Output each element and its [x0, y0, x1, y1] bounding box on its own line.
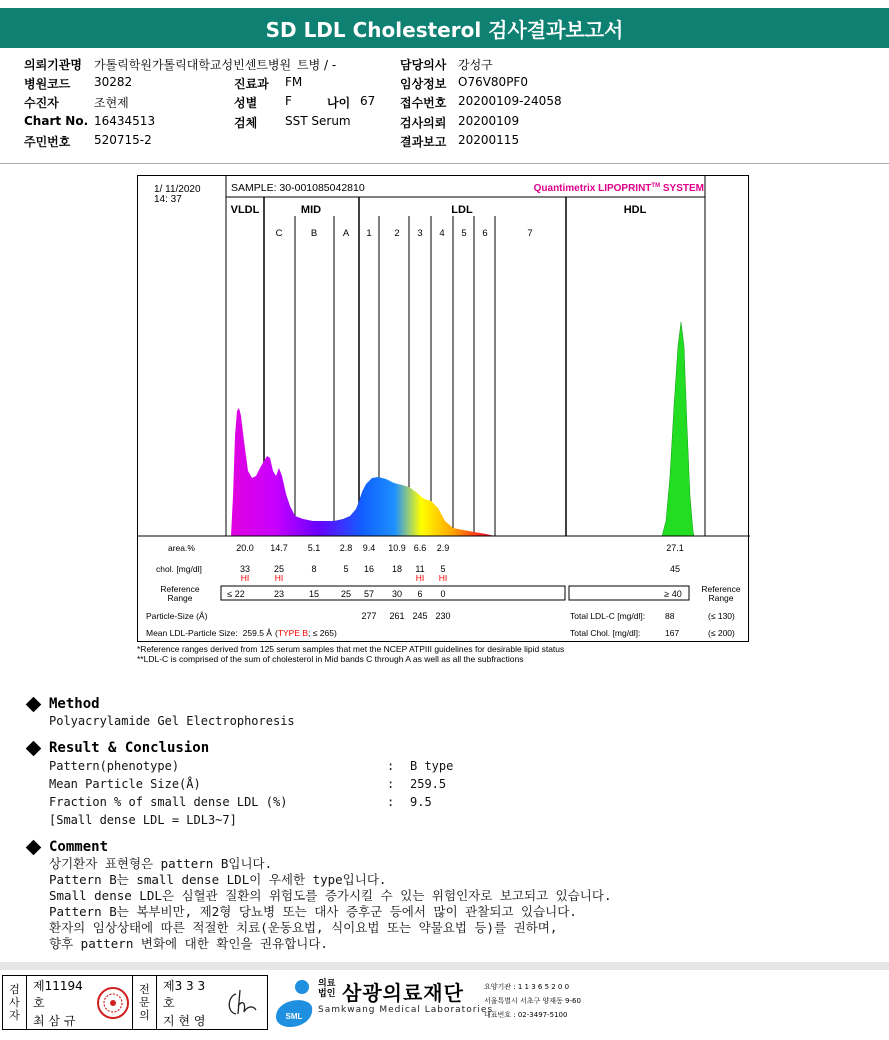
age-label: 나이 [327, 96, 351, 110]
ref-label-line1: Reference [160, 584, 200, 594]
group-hdl: HDL [623, 204, 647, 216]
handwritten-signature-icon [217, 976, 267, 1029]
comment-line: Pattern B는 small dense LDL이 우세한 type입니다. [49, 872, 387, 887]
area-vldl: 20.0 [236, 543, 254, 553]
hi-flag-vldl: HI [240, 573, 250, 583]
comment-line: 상기환자 표현형은 pattern B입니다. [49, 856, 273, 871]
ref-vldl: ≤ 22 [227, 589, 245, 599]
result-row-sdldl-fraction: Fraction % of small dense LDL (%) : 9.5 [49, 795, 432, 809]
ref-c: 23 [273, 589, 285, 599]
specialist-name: 지 현 영 [163, 1013, 206, 1028]
total-chol-ref: (≤ 200) [708, 628, 735, 638]
reported-value: 20200115 [458, 133, 520, 147]
age-value: 67 [360, 94, 376, 108]
comment-line: Small dense LDL은 심혈관 질환의 위험도를 증가시킬 수 있는 위험인자로 보고되고 있습니다. [49, 888, 612, 903]
specialist-label: 전 문 의 [133, 976, 157, 1029]
chol-vldl: 33 [239, 564, 251, 574]
ref-hdl: ≥ 40 [664, 589, 682, 599]
ps-2: 261 [389, 611, 405, 621]
area-2: 10.9 [388, 543, 406, 553]
hi-flag-3: HI [415, 573, 425, 583]
ref-4: 0 [440, 589, 446, 599]
examiner-name: 최 삼 규 [33, 1013, 76, 1028]
ref-2: 30 [391, 589, 403, 599]
lab-prefix: 의료 법인 [318, 979, 336, 999]
area-c: 14.7 [270, 543, 288, 553]
band-1: 1 [366, 228, 372, 239]
chart-value: 16434513 [94, 114, 156, 128]
ref-label-line2: Range [167, 593, 193, 603]
header-divider [0, 163, 889, 164]
chol-4: 5 [440, 564, 446, 574]
hi-flag-4: HI [438, 573, 448, 583]
comment-line: 향후 pattern 변화에 대한 확인을 권유합니다. [49, 936, 328, 951]
total-chol-label: Total Chol. [mg/dl]: [570, 628, 641, 638]
dept-value: FM [285, 75, 303, 89]
lab-name: 삼광의료재단 [342, 981, 464, 1005]
dept-label: 진료과 [234, 77, 269, 91]
lipoprint-profile-curve [231, 408, 495, 536]
specialist-license-no: 제3 3 3 호 [163, 978, 206, 1010]
ps-1: 277 [361, 611, 377, 621]
footnote-reference-ranges: *Reference ranges derived from 125 serum samples that met the NCEP ATPIII guidelines for desirable lipid status [137, 644, 565, 654]
ref-b: 15 [308, 589, 320, 599]
group-mid: MID [300, 204, 322, 216]
total-ldl-value: 88 [665, 611, 675, 621]
sml-logo-text: SML [285, 1012, 303, 1021]
area-3: 6.6 [413, 543, 427, 553]
reported-label: 결과보고 [400, 135, 447, 149]
chol-1: 16 [363, 564, 375, 574]
lipoprint-report [137, 175, 749, 642]
ref-1: 57 [363, 589, 375, 599]
report-title: SD LDL Cholesterol 검사결과보고서 [0, 8, 889, 48]
lipoprint-graph [138, 176, 750, 643]
area-4: 2.9 [436, 543, 450, 553]
chart-label: Chart No. [24, 114, 89, 128]
result-row-pattern: Pattern(phenotype) : B type [49, 759, 454, 773]
band-b: B [310, 228, 318, 239]
result-note: [Small dense LDL = LDL3~7] [49, 813, 237, 827]
accession-value: 20200109-24058 [458, 94, 562, 108]
doctor-label: 담당의사 [400, 58, 447, 72]
total-ldl-ref: (≤ 130) [708, 611, 735, 621]
band-4: 4 [439, 228, 445, 239]
ref-label-right-line1: Reference [701, 584, 741, 594]
patient-info [22, 56, 882, 152]
ward-value: 트병 / - [297, 58, 337, 72]
examiner-label: 검 사 자 [3, 976, 27, 1029]
lab-contact-info: 요양기관 : 1 1 3 6 5 2 0 0 서울특별시 서초구 양재동 9-60 대표번호 : 02-3497-5100 [484, 983, 581, 1019]
ref-3: 6 [417, 589, 423, 599]
footnote-ldl-definition: **LDL-C is comprised of the sum of cholesterol in Mid bands C through A as well as all the subfractions [137, 654, 524, 664]
band-c: C [275, 228, 283, 239]
method-title: Method [49, 696, 100, 712]
particle-size-label: Particle-Size (Å) [146, 611, 208, 621]
band-5: 5 [461, 228, 467, 239]
requested-value: 20200109 [458, 114, 520, 128]
chol-c: 25 [273, 564, 285, 574]
comment-section [26, 839, 611, 952]
accession-label: 접수번호 [400, 96, 447, 110]
lab-english-name: Samkwang Medical Laboratories [318, 1005, 494, 1015]
chol-label: chol. [mg/dl] [156, 564, 202, 574]
total-ldl-label: Total LDL-C [mg/dl]: [570, 611, 646, 621]
ssn-value: 520715-2 [94, 133, 152, 147]
area-1: 9.4 [362, 543, 376, 553]
code-label: 병원코드 [24, 77, 71, 91]
official-seal-icon [93, 976, 133, 1029]
clinical-label: 임상정보 [400, 77, 447, 91]
specimen-label: 검체 [234, 116, 258, 130]
sample-id: SAMPLE: 30-001085042810 [231, 182, 365, 194]
name-value: 조현제 [94, 96, 129, 110]
group-ldl: LDL [451, 204, 473, 216]
sex-label: 성별 [234, 96, 258, 110]
group-vldl: VLDL [230, 204, 260, 216]
ref-label-right-line2: Range [708, 593, 734, 603]
method-section [26, 696, 295, 730]
chol-hdl: 45 [669, 564, 681, 574]
chol-2: 18 [391, 564, 403, 574]
ps-4: 230 [435, 611, 451, 621]
specimen-value: SST Serum [285, 114, 351, 128]
area-b: 5.1 [307, 543, 321, 553]
signature-box [2, 975, 268, 1030]
band-7: 7 [527, 228, 533, 239]
hospital-label: 의뢰기관명 [24, 58, 82, 72]
result-row-mean-size: Mean Particle Size(Å) : 259.5 [49, 777, 447, 791]
report-date: 1/ 11/2020 [154, 184, 201, 195]
band-2: 2 [394, 228, 400, 239]
chol-3: 11 [415, 564, 425, 574]
method-body: Polyacrylamide Gel Electrophoresis [49, 714, 295, 728]
examiner-license-no: 제11194호 [33, 978, 83, 1010]
band-3: 3 [417, 228, 423, 239]
hi-flag-c: HI [274, 573, 284, 583]
bullet-diamond-icon [26, 839, 42, 855]
ref-a: 25 [340, 589, 352, 599]
name-label: 수진자 [24, 96, 59, 110]
bullet-diamond-icon [26, 740, 42, 756]
code-value: 30282 [94, 75, 133, 89]
comment-title: Comment [49, 839, 109, 855]
ssn-label: 주민번호 [24, 135, 71, 149]
total-chol-value: 167 [665, 628, 680, 638]
result-title: Result & Conclusion [49, 740, 210, 756]
area-label: area.% [168, 543, 195, 553]
lab-branding [272, 975, 602, 1030]
report-time: 14: 37 [154, 194, 182, 205]
bullet-diamond-icon [26, 696, 42, 712]
chol-b: 8 [311, 564, 317, 574]
sex-value: F [285, 94, 292, 108]
clinical-value: O76V80PF0 [458, 75, 528, 89]
ps-3: 245 [412, 611, 428, 621]
comment-line: Pattern B는 복부비만, 제2형 당뇨병 또는 대사 증후군 등에서 많이 관찰되고 있습니다. [49, 904, 577, 919]
comment-line: 환자의 임상상태에 따른 적절한 치료(운동요법, 식이요법 또는 약물요법 등)를 권하며, [49, 920, 558, 935]
result-section [26, 740, 453, 829]
requested-label: 검사의뢰 [400, 116, 447, 130]
report-footnote [137, 644, 564, 664]
area-a: 2.8 [339, 543, 353, 553]
mean-particle-size: Mean LDL-Particle Size: 259.5 Å (TYPE B; ≤ 265) [146, 628, 337, 638]
band-6: 6 [482, 228, 488, 239]
footer-divider [0, 962, 889, 970]
area-hdl: 27.1 [666, 543, 684, 553]
doctor-value: 강성구 [458, 58, 493, 72]
brand-name: Quantimetrix LIPOPRINT™ SYSTEM [533, 183, 704, 194]
band-a: A [342, 228, 350, 239]
chol-a: 5 [343, 564, 349, 574]
hdl-peak [662, 322, 694, 536]
sml-logo-icon [272, 977, 316, 1029]
hospital-value: 가톨릭학원가톨릭대학교성빈센트병원 [94, 58, 292, 72]
